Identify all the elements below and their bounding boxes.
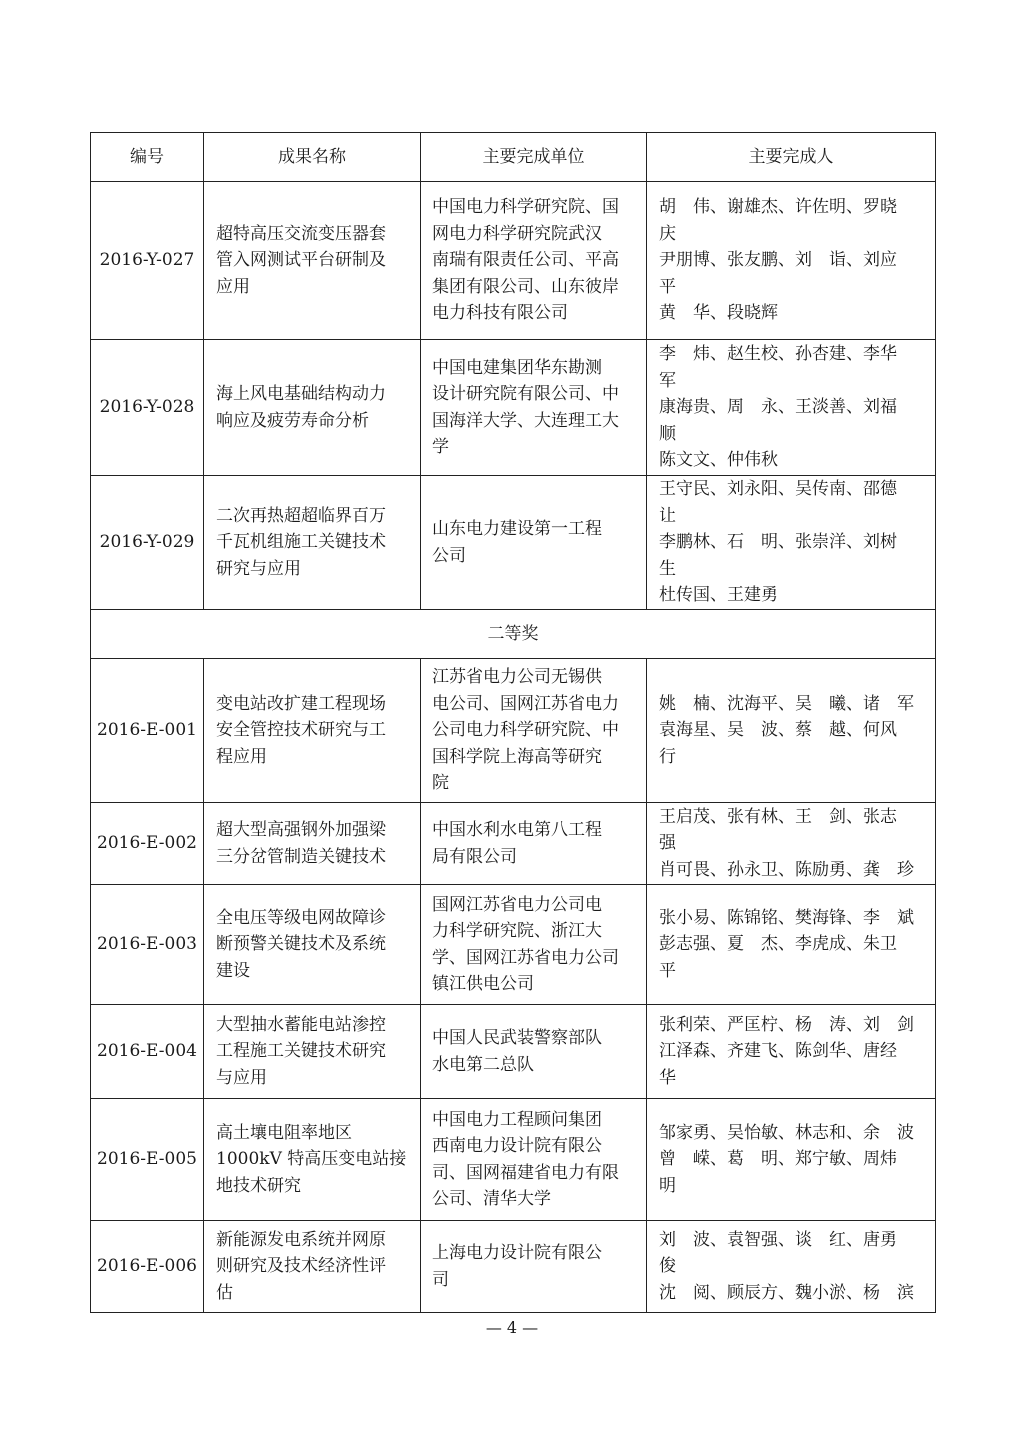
header-row [91,133,936,182]
completing-unit-line: 司、国网福建省电力有限 [432,1162,619,1183]
achievement-name-line: 估 [216,1282,233,1303]
completing-people-line: 黄 华、段晓辉 [659,303,778,324]
achievement-name [204,803,421,885]
achievement-name [204,885,421,1005]
completing-unit-line: 中国人民武装警察部队 [432,1028,602,1048]
completing-unit-line: 司 [432,1269,449,1290]
completing-people [647,1099,936,1221]
completing-unit-line: 力科学研究院、浙江大 [432,921,602,941]
completing-people-line: 姚 楠、沈海平、吴 曦、诸 军 [659,693,914,714]
achievement-id: 2016-E-005 [91,1099,204,1221]
completing-people-line: 江泽森、齐建飞、陈剑华、唐经 [659,1041,897,1062]
table-row [91,340,936,476]
achievement-name-line: 高土壤电阻率地区 [216,1122,352,1143]
completing-people [647,1005,936,1099]
completing-unit-line: 学 [432,437,449,457]
completing-unit-line: 中国电建集团华东勘测 [432,357,602,378]
completing-unit [421,1005,647,1099]
completing-unit-line: 公司电力科学研究院、中 [432,720,619,741]
achievement-name-line: 管入网测试平台研制及 [216,250,386,271]
completing-people-line: 平 [659,276,676,297]
completing-people-line: 王启茂、张有林、王 剑、张志 [659,806,897,827]
completing-people-line: 尹朋博、张友鹏、刘 诣、刘应 [659,250,897,271]
completing-unit-line: 江苏省电力公司无锡供 [432,667,602,688]
completing-unit-line: 上海电力设计院有限公 [432,1243,602,1263]
table-row [91,1221,936,1313]
completing-unit-line: 国网江苏省电力公司电 [432,894,602,915]
header-name: 成果名称 [204,133,421,182]
completing-unit [421,885,647,1005]
table-row [91,885,936,1005]
completing-unit-line: 学、国网江苏省电力公司 [432,947,619,968]
completing-people [647,885,936,1005]
completing-unit-line: 公司、清华大学 [432,1189,551,1209]
achievement-name-line: 建设 [216,960,250,981]
completing-unit-line: 镇江供电公司 [432,974,534,994]
completing-people [647,803,936,885]
completing-unit-line: 电力科技有限公司 [432,303,568,324]
completing-people-line: 张小易、陈锦铭、樊海锋、李 斌 [659,907,914,928]
completing-unit [421,340,647,476]
achievement-name-line: 与应用 [216,1067,267,1088]
completing-people [647,659,936,803]
header-unit: 主要完成单位 [421,133,647,182]
page-number: — 4 — [485,1318,539,1337]
achievement-name-line: 超大型高强钢外加强梁 [216,820,386,840]
completing-unit-line: 国科学院上海高等研究 [432,746,602,767]
achievement-name-line: 研究与应用 [216,558,301,579]
completing-unit [421,1221,647,1313]
completing-unit-line: 中国电力工程顾问集团 [432,1109,602,1130]
achievement-name-line: 超特高压交流变压器套 [216,223,386,244]
achievement-name-line: 安全管控技术研究与工 [216,720,386,741]
achievement-name [204,476,421,610]
completing-people [647,1221,936,1313]
awards-table [90,132,936,1313]
completing-people-line: 王守民、刘永阳、吴传南、邵德 [659,479,897,500]
achievement-name [204,1099,421,1221]
completing-people-line: 庆 [659,223,676,244]
completing-people-line: 让 [659,505,676,526]
header-id: 编号 [91,133,204,182]
completing-unit [421,803,647,885]
table-row [91,1099,936,1221]
completing-unit-line: 西南电力设计院有限公 [432,1136,602,1156]
achievement-id: 2016-E-002 [91,803,204,885]
completing-unit [421,182,647,340]
completing-people-line: 刘 波、袁智强、谈 红、唐勇 [659,1229,897,1250]
achievement-name-line: 响应及疲劳寿命分析 [216,410,369,431]
completing-people-line: 邹家勇、吴怡敏、林志和、余 波 [659,1122,914,1143]
achievement-name-line: 工程施工关键技术研究 [216,1041,386,1062]
completing-people-line: 曾 嵘、葛 明、郑宁敏、周炜 [659,1149,897,1170]
completing-unit-line: 院 [432,773,449,794]
table-row [91,1005,936,1099]
completing-unit-line: 公司 [432,545,466,566]
achievement-id: 2016-E-003 [91,885,204,1005]
completing-unit [421,1099,647,1221]
table-row [91,182,936,340]
header-people: 主要完成人 [647,133,936,182]
completing-unit-line: 中国水利水电第八工程 [432,820,602,840]
completing-unit-line: 国海洋大学、大连理工大 [432,410,619,431]
achievement-name-line: 海上风电基础结构动力 [216,384,386,404]
completing-people [647,182,936,340]
completing-people-line: 张利荣、严匡柠、杨 涛、刘 剑 [659,1014,914,1035]
achievement-id: 2016-E-001 [91,659,204,803]
achievement-name-line: 全电压等级电网故障诊 [216,907,386,928]
completing-people-line: 生 [659,558,676,579]
table-row [91,659,936,803]
achievement-id: 2016-E-006 [91,1221,204,1313]
completing-people-line: 明 [659,1175,676,1196]
completing-unit-line: 南瑞有限责任公司、平高 [432,250,619,271]
completing-people-line: 陈文文、仲伟秋 [659,450,778,471]
completing-people-line: 胡 伟、谢雄杰、许佐明、罗晓 [659,197,897,218]
table-body [91,182,936,1313]
completing-unit-line: 山东电力建设第一工程 [432,519,602,539]
completing-people-line: 彭志强、夏 杰、李虎成、朱卫 [659,934,897,955]
completing-unit [421,659,647,803]
completing-people-line: 康海贵、周 永、王淡善、刘福 [659,397,897,418]
completing-people-line: 平 [659,960,676,981]
completing-unit-line: 网电力科学研究院武汉 [432,223,602,244]
completing-people-line: 李 炜、赵生校、孙杏建、李华 [659,344,897,365]
completing-unit-line: 设计研究院有限公司、中 [432,384,619,404]
completing-unit [421,476,647,610]
achievement-name-line: 三分岔管制造关键技术 [216,846,386,867]
completing-people [647,476,936,610]
achievement-name [204,182,421,340]
achievement-name-line: 则研究及技术经济性评 [216,1256,386,1277]
achievement-name-line: 程应用 [216,746,267,767]
achievement-id: 2016-E-004 [91,1005,204,1099]
achievement-name-line: 1000kV 特高压变电站接 [216,1149,407,1170]
completing-people-line: 行 [659,746,676,767]
achievement-name [204,1005,421,1099]
achievement-id: 2016-Y-027 [91,182,204,340]
achievement-name-line: 变电站改扩建工程现场 [216,693,386,714]
completing-unit-line: 集团有限公司、山东彼岸 [432,276,619,297]
completing-unit-line: 电公司、国网江苏省电力 [432,693,619,714]
completing-unit-line: 局有限公司 [432,846,517,867]
achievement-name-line: 大型抽水蓄能电站渗控 [216,1014,386,1035]
achievement-id: 2016-Y-028 [91,340,204,476]
achievement-name [204,340,421,476]
achievement-name-line: 新能源发电系统并网原 [216,1229,386,1250]
completing-unit-line: 中国电力科学研究院、国 [432,197,619,218]
completing-people-line: 沈 阅、顾辰方、魏小淤、杨 滨 [659,1282,914,1303]
table-row [91,476,936,610]
completing-people-line: 俊 [659,1256,676,1277]
section-title: 二等奖 [91,610,936,659]
section-row [91,610,936,659]
achievement-name-line: 千瓦机组施工关键技术 [216,532,386,553]
achievement-name [204,1221,421,1313]
achievement-name-line: 应用 [216,276,250,297]
achievement-name-line: 地技术研究 [216,1175,301,1196]
achievement-name-line: 断预警关键技术及系统 [216,934,386,955]
completing-people-line: 李鹏林、石 明、张崇洋、刘树 [659,532,897,553]
achievement-id: 2016-Y-029 [91,476,204,610]
achievement-name-line: 二次再热超超临界百万 [216,505,386,526]
completing-people-line: 顺 [659,423,676,444]
completing-people-line: 军 [659,370,676,391]
table-row [91,803,936,885]
completing-people-line: 华 [659,1067,676,1088]
completing-people-line: 袁海星、吴 波、蔡 越、何风 [659,720,897,741]
completing-unit-line: 水电第二总队 [432,1054,534,1075]
completing-people [647,340,936,476]
completing-people-line: 肖可畏、孙永卫、陈励勇、龚 珍 [659,859,914,880]
completing-people-line: 杜传国、王建勇 [659,585,778,606]
achievement-name [204,659,421,803]
completing-people-line: 强 [659,833,676,854]
